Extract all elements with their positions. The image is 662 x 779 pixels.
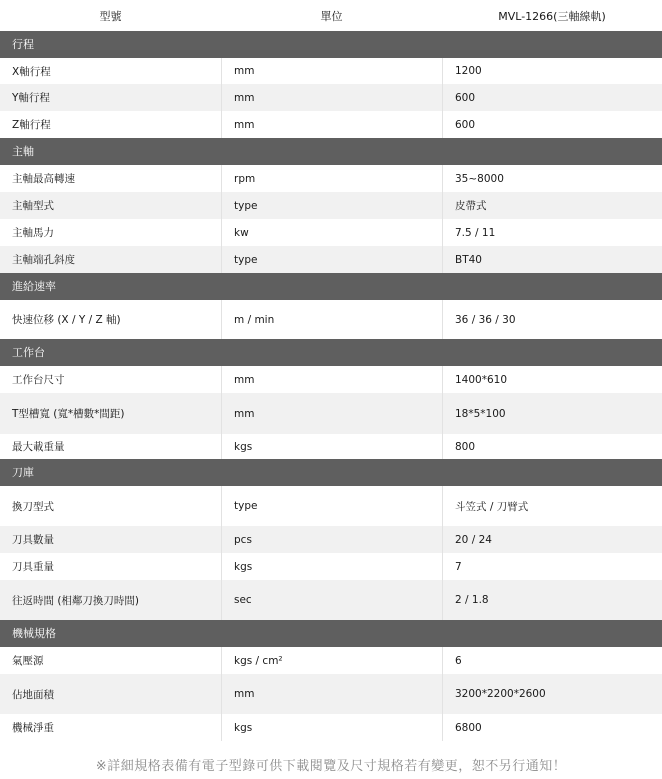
spec-unit: sec (221, 580, 442, 620)
spec-value: BT40 (442, 246, 662, 273)
spec-value: 6800 (442, 714, 662, 741)
table-row (0, 58, 662, 84)
table-row (0, 111, 662, 138)
section-header: 進給速率 (0, 273, 662, 300)
spec-value: 6 (442, 647, 662, 674)
spec-name: 刀具數量 (12, 534, 54, 546)
spec-unit: mm (221, 674, 442, 714)
spec-value: 7 (442, 553, 662, 580)
section-header: 機械規格 (0, 620, 662, 647)
spec-unit: m / min (221, 300, 442, 339)
spec-name: Z軸行程 (12, 119, 51, 131)
spec-name: 氣壓源 (12, 655, 44, 667)
spec-unit: kgs (221, 553, 442, 580)
spec-table (0, 31, 662, 741)
spec-unit: mm (221, 393, 442, 434)
spec-unit: type (221, 246, 442, 273)
table-row (0, 192, 662, 219)
table-row (0, 580, 662, 620)
header-model: 型號 (99, 9, 122, 23)
spec-value: 1400*610 (442, 366, 662, 393)
section-header: 工作台 (0, 339, 662, 366)
spec-unit: kgs (221, 714, 442, 741)
spec-unit: mm (221, 366, 442, 393)
spec-value: 800 (442, 434, 662, 459)
spec-unit: kgs / cm² (221, 647, 442, 674)
table-row (0, 526, 662, 553)
spec-unit: rpm (221, 165, 442, 192)
header-unit: 單位 (320, 9, 343, 23)
spec-unit: kgs (221, 434, 442, 459)
table-header (0, 0, 662, 31)
table-row (0, 219, 662, 246)
spec-name: 主軸最高轉速 (12, 173, 75, 185)
section-header: 主軸 (0, 138, 662, 165)
table-row (0, 486, 662, 526)
spec-value: 35~8000 (442, 165, 662, 192)
footnote: ※詳細規格表備有電子型錄可供下載閱覽及尺寸規格若有變更，恕不另行通知！ (95, 759, 567, 774)
spec-value: 斗笠式 / 刀臂式 (442, 486, 662, 526)
spec-unit: pcs (221, 526, 442, 553)
table-row (0, 434, 662, 459)
spec-unit: type (221, 486, 442, 526)
header-model-number: MVL-1266(三軸線軌) (498, 9, 606, 23)
spec-name: 最大載重量 (12, 441, 65, 453)
spec-unit: mm (221, 58, 442, 84)
spec-value: 600 (442, 84, 662, 111)
spec-value: 皮帶式 (442, 192, 662, 219)
spec-name: X軸行程 (12, 65, 51, 78)
table-row (0, 300, 662, 339)
spec-name: 換刀型式 (12, 500, 54, 513)
spec-value: 1200 (442, 58, 662, 84)
spec-value: 3200*2200*2600 (442, 674, 662, 714)
spec-value: 2 / 1.8 (442, 580, 662, 620)
table-row (0, 84, 662, 111)
spec-value: 20 / 24 (442, 526, 662, 553)
table-row (0, 366, 662, 393)
spec-unit: mm (221, 111, 442, 138)
spec-name: Y軸行程 (12, 92, 50, 104)
spec-value: 36 / 36 / 30 (442, 300, 662, 339)
spec-unit: kw (221, 219, 442, 246)
spec-name: 刀具重量 (12, 561, 54, 573)
spec-name: 機械淨重 (12, 722, 54, 734)
table-row (0, 647, 662, 674)
spec-name: 主軸端孔斜度 (12, 254, 75, 266)
section-header: 行程 (0, 31, 662, 58)
spec-unit: mm (221, 84, 442, 111)
spec-unit: type (221, 192, 442, 219)
spec-name: 主軸型式 (12, 200, 54, 212)
section-header: 刀庫 (0, 459, 662, 486)
spec-name: 往返時間 (相鄰刀換刀時間) (12, 594, 140, 607)
table-row (0, 165, 662, 192)
spec-name: T型槽寬 (寬*槽數*間距) (12, 408, 125, 420)
table-row (0, 246, 662, 273)
spec-value: 7.5 / 11 (442, 219, 662, 246)
spec-name: 工作台尺寸 (12, 374, 65, 386)
table-row (0, 553, 662, 580)
table-row (0, 714, 662, 741)
spec-name: 快速位移 (X / Y / Z 軸) (12, 314, 121, 326)
spec-name: 佔地面積 (12, 688, 54, 701)
spec-value: 18*5*100 (442, 393, 662, 434)
spec-value: 600 (442, 111, 662, 138)
spec-name: 主軸馬力 (12, 227, 54, 239)
table-row (0, 674, 662, 714)
table-row (0, 393, 662, 434)
